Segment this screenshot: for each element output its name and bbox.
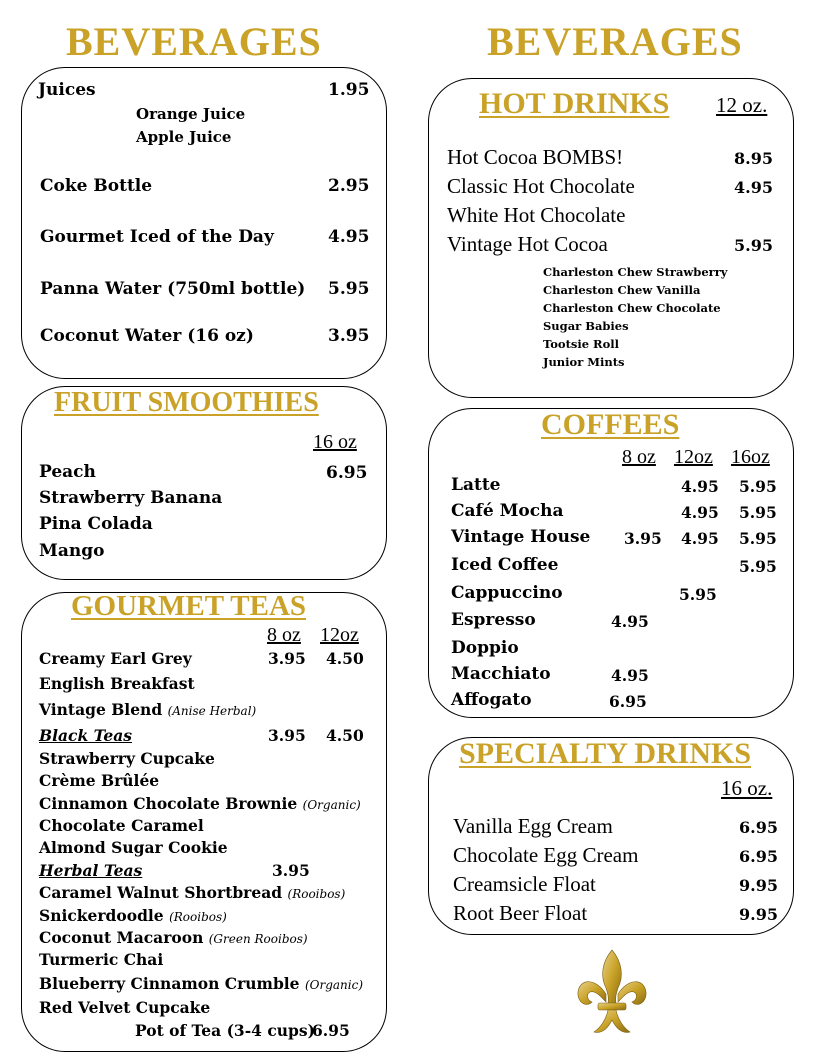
hot-item: Hot Cocoa BOMBS! (447, 145, 624, 169)
tea-item: Creamy Earl Grey (39, 649, 192, 668)
black-teas-heading: Black Teas (39, 726, 132, 745)
cocoa-flavor: Charleston Chew Vanilla (543, 283, 701, 297)
tea-note: (Green Rooibos) (208, 932, 308, 946)
tea-item: Almond Sugar Cookie (39, 838, 228, 857)
specialty-title: SPECIALTY DRINKS (459, 737, 752, 770)
tea-note: (Rooibos) (169, 910, 227, 924)
coffee-item: Affogato (451, 690, 532, 710)
coffee-price-12: 4.95 (681, 503, 719, 522)
tea-item: Crème Brûlée (39, 771, 160, 790)
cocoa-flavor: Sugar Babies (543, 319, 629, 333)
specialty-price: 9.95 (739, 876, 778, 895)
pot-of-tea-price: 6.95 (312, 1021, 350, 1040)
tea-note: (Organic) (304, 978, 363, 992)
right-page-title: BEVERAGES (487, 19, 743, 64)
menu-item-price: 2.95 (328, 176, 370, 196)
menu-item-name: Panna Water (750ml bottle) (40, 279, 306, 299)
tea-item: Strawberry Cupcake (39, 749, 215, 768)
specialty-size: 16 oz. (721, 776, 773, 800)
tea-item (39, 928, 308, 947)
coffee-price-12: 4.95 (681, 529, 719, 548)
hot-price: 5.95 (734, 236, 773, 255)
tea-name: Coconut Macaroon (39, 928, 204, 947)
herbal-teas-heading: Herbal Teas (39, 861, 143, 880)
menu-item-name: Coke Bottle (40, 176, 153, 196)
juices-section (21, 67, 387, 379)
tea-item (39, 974, 363, 993)
tea-price: 3.95 (272, 861, 310, 880)
coffee-item: Café Mocha (451, 501, 564, 521)
tea-price-12: 4.50 (326, 726, 364, 745)
cocoa-flavor: Charleston Chew Strawberry (543, 265, 728, 279)
tea-item: Turmeric Chai (39, 950, 164, 969)
tea-item (39, 700, 256, 719)
coffee-price-8: 3.95 (624, 529, 662, 548)
smoothie-item: Strawberry Banana (39, 488, 223, 508)
specialty-item: Root Beer Float (453, 901, 588, 925)
smoothies-title: FRUIT SMOOTHIES (54, 387, 319, 418)
coffee-price-16: 5.95 (739, 503, 777, 522)
coffee-size-8: 8 oz (622, 446, 656, 468)
menu-item-price: 5.95 (328, 279, 370, 299)
coffee-item: Macchiato (451, 664, 551, 684)
coffee-item: Vintage House (451, 527, 591, 547)
tea-item (39, 794, 361, 813)
tea-name: Caramel Walnut Shortbread (39, 883, 283, 902)
tea-name: Snickerdoodle (39, 906, 164, 925)
hot-item: Vintage Hot Cocoa (447, 232, 608, 256)
apple-juice: Apple Juice (136, 128, 232, 146)
cocoa-flavor: Tootsie Roll (543, 337, 620, 351)
coffee-item: Doppio (451, 638, 519, 658)
hot-drinks-section (428, 78, 794, 398)
hot-price: 8.95 (734, 149, 773, 168)
tea-name: Vintage Blend (39, 700, 163, 719)
teas-size-12: 12oz (320, 624, 359, 646)
tea-item: Chocolate Caramel (39, 816, 204, 835)
menu-item-name: Gourmet Iced of the Day (40, 227, 274, 247)
juices-label: Juices (38, 80, 96, 100)
tea-name: Blueberry Cinnamon Crumble (39, 974, 300, 993)
hot-drinks-title: HOT DRINKS (479, 87, 670, 120)
menu-item-name: Coconut Water (16 oz) (40, 326, 254, 346)
fleur-de-lis-icon (572, 948, 652, 1038)
tea-item: English Breakfast (39, 674, 195, 693)
coffee-price-16: 5.95 (739, 477, 777, 496)
coffee-size-16: 16oz (731, 446, 770, 468)
coffees-title: COFFEES (541, 408, 680, 441)
smoothies-section (21, 386, 387, 580)
hot-price: 4.95 (734, 178, 773, 197)
left-page-title: BEVERAGES (66, 19, 322, 64)
tea-note: (Organic) (302, 798, 361, 812)
tea-item (39, 906, 227, 925)
teas-section (21, 592, 387, 1052)
hot-item: White Hot Chocolate (447, 203, 626, 227)
smoothies-size: 16 oz (313, 431, 357, 453)
tea-note: (Anise Herbal) (167, 704, 257, 718)
smoothie-price: 6.95 (326, 463, 368, 483)
menu-item-price: 3.95 (328, 326, 370, 346)
pot-of-tea: Pot of Tea (3-4 cups) (135, 1021, 315, 1040)
coffee-price-12: 5.95 (679, 585, 717, 604)
cocoa-flavor: Charleston Chew Chocolate (543, 301, 721, 315)
orange-juice: Orange Juice (136, 105, 246, 123)
specialty-item: Vanilla Egg Cream (453, 814, 613, 838)
smoothie-item: Mango (39, 541, 105, 561)
specialty-item: Creamsicle Float (453, 872, 596, 896)
coffee-size-12: 12oz (674, 446, 713, 468)
smoothie-item: Peach (39, 462, 96, 482)
coffees-section (428, 408, 794, 718)
cocoa-flavor: Junior Mints (543, 355, 625, 369)
tea-price-8: 3.95 (268, 726, 306, 745)
specialty-drinks-section (428, 737, 794, 935)
coffee-price-12: 4.95 (681, 477, 719, 496)
specialty-price: 9.95 (739, 905, 778, 924)
coffee-price-16: 5.95 (739, 557, 777, 576)
tea-item (39, 883, 345, 902)
juices-price: 1.95 (328, 80, 370, 100)
tea-name: Cinnamon Chocolate Brownie (39, 794, 298, 813)
coffee-price-16: 5.95 (739, 529, 777, 548)
specialty-price: 6.95 (739, 818, 778, 837)
menu-item-price: 4.95 (328, 227, 370, 247)
hot-drinks-size: 12 oz. (716, 93, 768, 117)
coffee-item: Iced Coffee (451, 555, 559, 575)
coffee-item: Cappuccino (451, 583, 563, 603)
coffee-item: Espresso (451, 610, 536, 630)
coffee-price: 6.95 (609, 692, 647, 711)
teas-size-8: 8 oz (267, 624, 301, 646)
smoothie-item: Pina Colada (39, 514, 153, 534)
tea-price-12: 4.50 (326, 649, 364, 668)
tea-price-8: 3.95 (268, 649, 306, 668)
coffee-price: 4.95 (611, 612, 649, 631)
coffee-price: 4.95 (611, 666, 649, 685)
teas-title: GOURMET TEAS (71, 590, 307, 622)
hot-item: Classic Hot Chocolate (447, 174, 635, 198)
coffee-item: Latte (451, 475, 501, 495)
specialty-item: Chocolate Egg Cream (453, 843, 639, 867)
tea-item: Red Velvet Cupcake (39, 998, 211, 1017)
tea-note: (Rooibos) (287, 887, 346, 901)
specialty-price: 6.95 (739, 847, 778, 866)
